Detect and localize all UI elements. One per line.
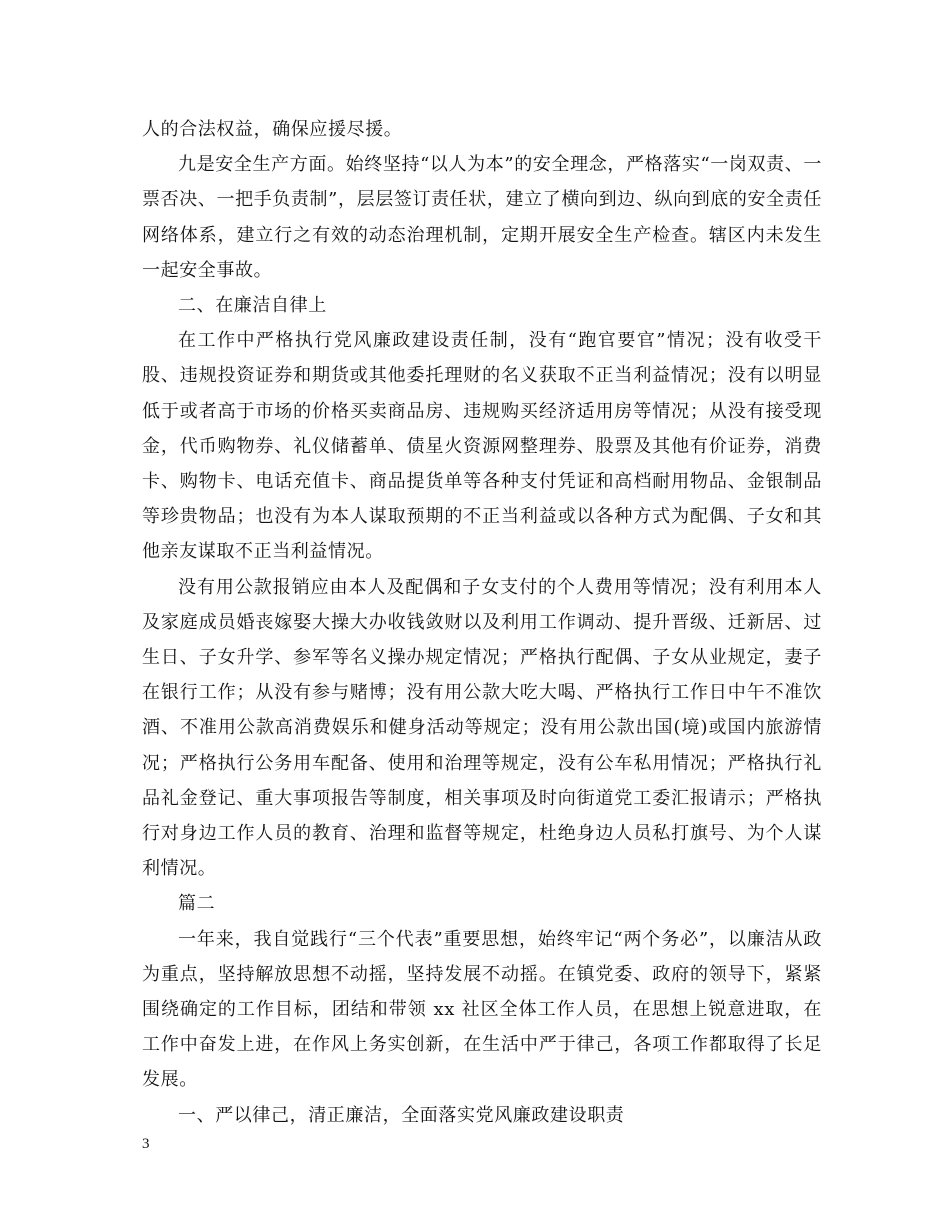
paragraph-year-summary: 一年来，我自觉践行“三个代表”重要思想，始终牢记“两个务必”，以廉洁从政为重点，坚持解放思想不动摇，坚持发展不动摇。在镇党委、政府的领导下，紧紧围绕确定的工作目标，团结和带领 xx 社区全体工作人员，在思想上锐意进取，在工作中奋发上进，在作风上务实创新，在生活中严于律己，各项工作都取得了长足发展。: [142, 928, 822, 1091]
paragraph-continuation: 人的合法权益，确保应援尽援。: [142, 119, 403, 140]
section-heading-part-two: 篇二: [178, 893, 216, 915]
page-number: 3: [142, 1136, 150, 1152]
paragraph-integrity-responsibility: 在工作中严格执行党风廉政建设责任制，没有“跑官要官”情况；没有收受干股、违规投资证券和期货或其他委托理财的名义获取不正当利益情况；没有以明显低于或者高于市场的价格买卖商品房、违规购买经济适用房等情况；从没有接受现金，代币购物券、礼仪储蓄单、债星火资源网整理券、股票及其他有价证券，消费卡、购物卡、电话充值卡、商品提货单等各种支付凭证和高档耐用物品、金银制品等珍贵物品；也没有为本人谋取预期的不正当利益或以各种方式为配偶、子女和其他亲友谋取不正当利益情况。: [142, 330, 822, 563]
paragraph-public-funds: 没有用公款报销应由本人及配偶和子女支付的个人费用等情况；没有利用本人及家庭成员婚丧嫁娶大操大办收钱敛财以及利用工作调动、提升晋级、迁新居、过生日、子女升学、参军等名义操办规定情况；严格执行配偶、子女从业规定，妻子在银行工作；从没有参与赌博；没有用公款大吃大喝、严格执行工作日中午不准饮酒、不准用公款高消费娱乐和健身活动等规定；没有用公款出国(境)或国内旅游情况；严格执行公务用车配备、使用和治理等规定，没有公车私用情况；严格执行礼品礼金登记、重大事项报告等制度，相关事项及时向街道党工委汇报请示；严格执行对身边工作人员的教育、治理和监督等规定，杜绝身边人员私打旗号、为个人谋利情况。: [142, 576, 822, 880]
section-heading-self-discipline: 一、严以律己，清正廉洁，全面落实党风廉政建设职责: [178, 1104, 625, 1126]
paragraph-safety-production: 九是安全生产方面。始终坚持“以人为本”的安全理念，严格落实“一岗双责、一票否决、一把手负责制”，层层签订责任状，建立了横向到边、纵向到底的安全责任网络体系，建立行之有效的动态治理机制，定期开展安全生产检查。辖区内未发生一起安全事故。: [142, 154, 822, 281]
document-body: [142, 112, 822, 1133]
section-heading-integrity: 二、在廉洁自律上: [178, 295, 327, 317]
